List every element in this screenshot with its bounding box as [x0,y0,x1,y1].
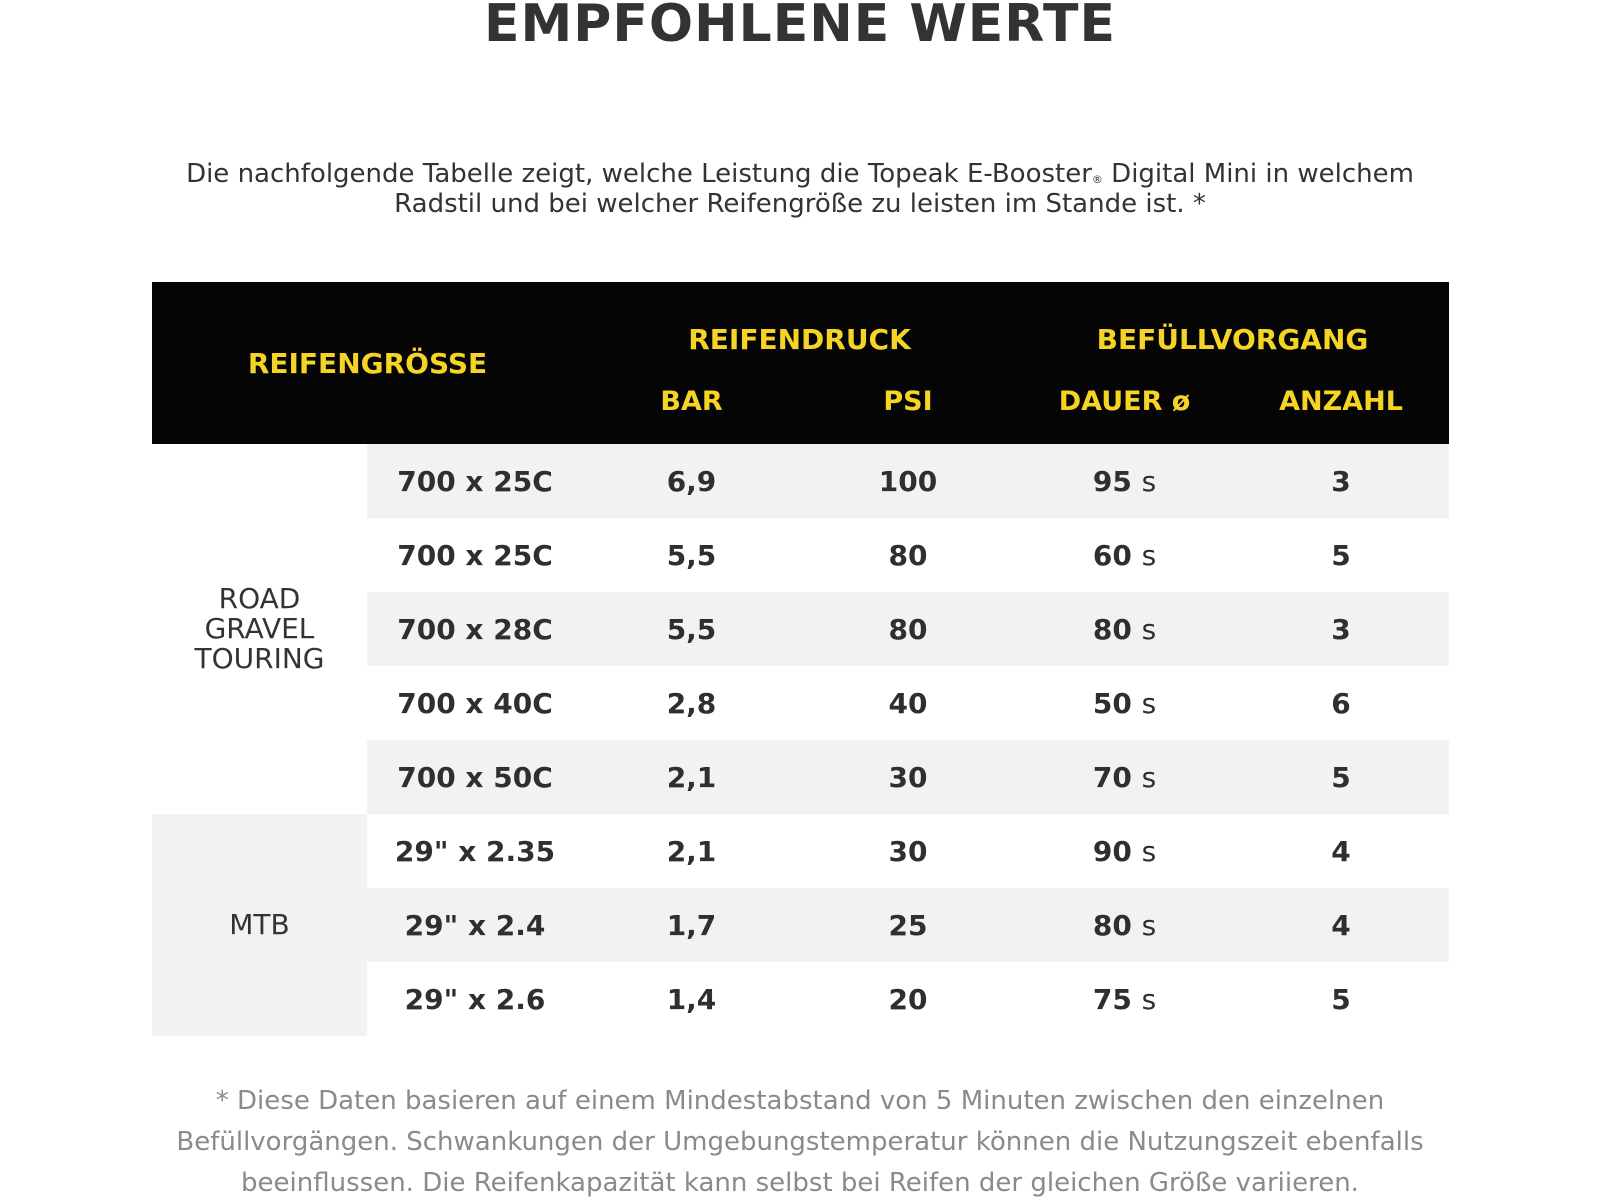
cell-bar: 5,5 [583,592,800,666]
category-mtb: MTB [152,814,367,1036]
intro-text-after: Digital Mini in welchem Radstil und bei welcher Reifengröße zu leisten im Stande ist. * [394,159,1414,219]
registered-mark: ® [1091,173,1103,186]
cell-bar: 5,5 [666,538,717,572]
cell-psi: 30 [888,834,928,868]
duration-value: 70 [1092,760,1132,794]
cell-size: 700 x 40C [397,686,553,720]
duration-unit: s [1141,834,1157,868]
cell-count: 4 [1331,834,1351,868]
cell-psi: 40 [888,686,928,720]
cell-psi: 80 [888,538,928,572]
cell-bar: 1,7 [583,888,800,962]
category-road-gravel-touring [152,444,367,814]
intro-text-before: Die nachfolgende Tabelle zeigt, welche Leistung die Topeak E-Booster [186,159,1092,189]
cell-count: 4 [1233,888,1449,962]
duration-unit: s [1141,464,1157,498]
cell-psi: 80 [800,592,1016,666]
cell-count: 5 [1233,740,1449,814]
header-bar: BAR [583,364,800,444]
duration-value: 60 [1092,538,1132,572]
cell-duration [1016,740,1233,814]
cell-size: 700 x 50C [367,740,583,814]
header-tire-pressure: REIFENDRUCK [583,282,1016,364]
cell-count: 5 [1331,538,1351,572]
header-psi: PSI [800,364,1016,444]
duration-unit: s [1141,538,1157,572]
header-duration: DAUER ø [1016,364,1233,444]
cell-bar: 1,4 [666,982,717,1016]
header-row-top [152,282,1449,364]
cell-duration [1016,888,1233,962]
duration-unit: s [1141,612,1157,646]
cell-duration [1016,518,1233,592]
table-row [152,444,1449,518]
category-road: ROAD [218,582,301,615]
cell-duration [1016,962,1233,1036]
header-tire-size: REIFENGRÖSSE [152,282,583,444]
duration-value: 80 [1092,908,1132,942]
cell-bar: 2,8 [666,686,717,720]
duration-unit: s [1141,982,1157,1016]
cell-duration [1016,666,1233,740]
cell-size: 700 x 25C [367,444,583,518]
cell-size: 700 x 25C [397,538,553,572]
cell-size: 700 x 28C [367,592,583,666]
cell-bar: 6,9 [583,444,800,518]
cell-count: 3 [1233,444,1449,518]
cell-bar: 2,1 [583,740,800,814]
cell-bar: 2,1 [666,834,717,868]
cell-psi: 100 [800,444,1016,518]
duration-value: 75 [1092,982,1132,1016]
cell-psi: 30 [800,740,1016,814]
duration-value: 95 [1092,464,1132,498]
cell-count: 5 [1331,982,1351,1016]
cell-size: 29" x 2.6 [404,982,546,1016]
category-gravel: GRAVEL [204,612,315,645]
cell-duration [1016,592,1233,666]
duration-unit: s [1141,760,1157,794]
duration-value: 50 [1092,686,1132,720]
cell-duration [1016,814,1233,888]
cell-psi: 20 [888,982,928,1016]
footnote: * Diese Daten basieren auf einem Mindestabstand von 5 Minuten zwischen den einzelnen Befüllvorgängen. Schwankungen der Umgebungstemperatur können die Nutzungszeit ebenfalls beeinflussen. Die Reifenkapazität kann selbst bei Reifen der gleichen Größe variieren. [176,1086,1424,1198]
cell-psi: 25 [800,888,1016,962]
intro-text [160,159,1440,219]
recommended-values-table-wrap [152,282,1449,1036]
recommended-values-table [152,282,1449,1036]
duration-value: 90 [1092,834,1132,868]
cell-size: 29" x 2.35 [394,834,556,868]
cell-size: 29" x 2.4 [367,888,583,962]
cell-count: 3 [1233,592,1449,666]
duration-value: 80 [1092,612,1132,646]
page-title: EMPFOHLENE WERTE [483,0,1116,54]
duration-unit: s [1141,686,1157,720]
cell-count: 6 [1331,686,1351,720]
header-count: ANZAHL [1233,364,1449,444]
cell-duration [1016,444,1233,518]
category-touring: TOURING [194,642,325,675]
table-row [152,814,1449,888]
header-inflation: BEFÜLLVORGANG [1016,282,1449,364]
duration-unit: s [1141,908,1157,942]
